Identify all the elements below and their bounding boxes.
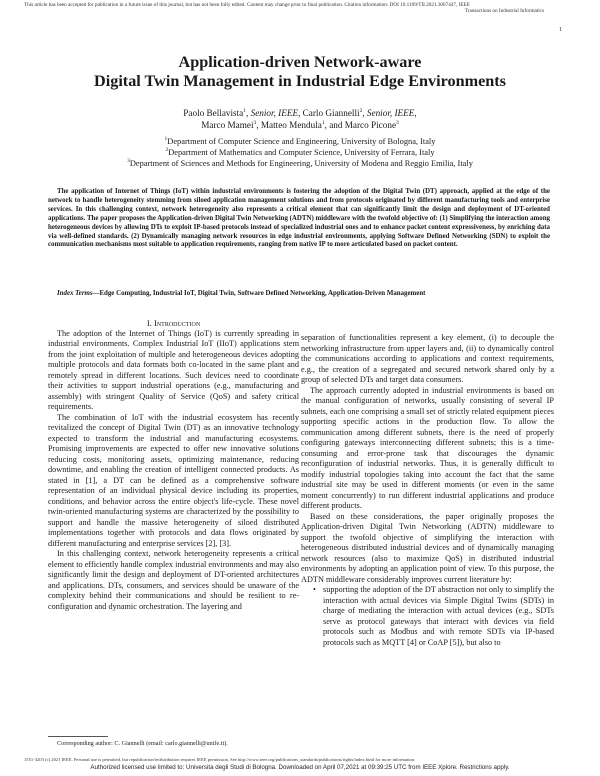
section-heading: I. Introduction xyxy=(146,318,201,328)
affiliation-line xyxy=(40,136,560,147)
license-notice: Authorized licensed use limited to: Universita degli Studi di Bologna. Downloaded on April 07,2021 at 09:39:25 UTC from IEEE Xplore. Restrictions apply. xyxy=(90,764,510,771)
paragraph: The approach currently adopted in industrial environments is based on the manual configuration of networks, usually consisting of several IP subnets, each one comprising a small set of strictly related equipment pieces supporting specific actions in the production flow. To allow the communication among different subnets, there is the need of properly configuring gateways interconnecting different subnets; this is a time-consuming and error-prone task that discourages the dynamic reconfiguration of industrial networks. Thus, it is generally difficult to modify industrial topologies taking into account the fact that the same industrial site may be used in different moments (or even in the same moment concurrently) to run different industrial applications and produce different products. xyxy=(301,385,554,511)
author-affil-mark: 1 xyxy=(243,107,247,114)
title-line-2: Digital Twin Management in Industrial Edge Environments xyxy=(94,71,506,90)
author-name: Paolo Bellavista xyxy=(183,108,244,118)
paper-title xyxy=(40,53,560,90)
affiliation-text: Department of Computer Science and Engineering, University of Bologna, Italy xyxy=(167,137,436,146)
paragraph: The combination of IoT with the industrial ecosystem has recently revitalized the concept of Digital Twin (DT) as an innovative technology expected to transform the industrial and manufacturing ecosystems. Promising improvements are expected to offer new innovative solutions reducing costs, monitoring assets, optimizing maintenance, reducing downtime, and enabling the creation of intelligent connected products. As stated in [1], a DT can be defined as a comprehensive software representation of an individual physical device including its properties, conditions, and behavior across the entire object's life-cycle. These novel twin-oriented manufacturing systems are characterized by the possibility to support and handle the massive heterogeneity of siloed distributed implementations together with protocols and data flows originated by different manufacturing and enterprise services [2], [3]. xyxy=(48,412,299,548)
author-name: , and Marco Picone xyxy=(324,120,397,130)
journal-notice-line2: Transactions on Industrial Informatics xyxy=(464,8,544,15)
footnote: Corresponding author: C. Giannelli (email: carlo.giannelli@unife.it). xyxy=(57,740,228,747)
author-name: Marco Mamei xyxy=(201,120,254,130)
author-list xyxy=(40,107,560,131)
paragraph: The adoption of the Internet of Things (IoT) is currently spreading in industrial environments. Complex Industrial IoT (IIoT) applications stem from the joint exploitation of multiple and heterogeneous devices adopting multiple protocols and data formats both co-located in the same plant and remotely spread in different locations. Such devices need to coordinate their activities to support industrial operations (e.g., manufacturing and assembly) with stringent Quality of Service (QoS) and safety critical requirements. xyxy=(48,328,299,412)
affiliation-text: Department of Sciences and Methods for Engineering, University of Modena and Reggio Emilia, Italy xyxy=(129,159,473,168)
title-line-1: Application-driven Network-aware xyxy=(178,53,422,71)
author-grade: , Senior, IEEE, xyxy=(246,108,301,118)
paragraph: In this challenging context, network heterogeneity represents a critical element to efficiently handle complex industrial environments and may also significantly limit the design and deployment of DT-oriented architectures and applications. DTs, consumers, and services should be unaware of the complexity behind their communications and should be resilient to re-configuration and dynamic orchestration. The layering and xyxy=(48,549,299,611)
journal-notice xyxy=(24,2,544,15)
affil-mark: 3 xyxy=(127,158,130,165)
affiliations xyxy=(40,136,560,169)
author-line-1 xyxy=(40,107,560,119)
affiliation-line xyxy=(40,147,560,158)
footnote-divider xyxy=(48,736,108,737)
author-name: Carlo Giannelli xyxy=(302,108,360,118)
contribution-list xyxy=(301,585,554,648)
author-line-2 xyxy=(40,119,560,131)
copyright-notice: 1551-3203 (c) 2021 IEEE. Personal use is permitted, but republication/redistribution requires IEEE permission. See http://www.ieee.org/publications_standards/publications/rights/index.html for more information. xyxy=(24,757,416,762)
affiliation-text: Department of Mathematics and Computer Science, University of Ferrara, Italy xyxy=(168,148,435,157)
affil-mark: 2 xyxy=(165,147,169,154)
author-affil-mark: 3 xyxy=(253,119,257,126)
affil-mark: 1 xyxy=(164,136,168,143)
index-terms-label: Index Terms xyxy=(57,290,93,297)
left-column xyxy=(48,318,299,612)
journal-notice-line1: This article has been accepted for publication in a future issue of this journal, but has not been fully edited. Content may change prior to final publication. Citation information: DOI 10.1109/TII.2021.3067447, IEEE xyxy=(24,2,470,8)
author-affil-mark: 1 xyxy=(321,119,325,126)
index-terms-text: —Edge Computing, Industrial IoT, Digital Twin, Software Defined Networking, Application-Driven Management xyxy=(92,290,426,297)
page-number: 1 xyxy=(558,26,562,33)
affiliation-line xyxy=(40,158,560,169)
index-terms xyxy=(48,289,550,298)
author-name: , Matteo Mendula xyxy=(256,120,322,130)
right-column xyxy=(301,333,554,648)
author-grade: , Senior, IEEE, xyxy=(362,108,417,118)
author-affil-mark: 2 xyxy=(359,107,363,114)
abstract: The application of Internet of Things (IoT) within industrial environments is fostering the adoption of the Digital Twin (DT) approach, applied at the edge of the network to handle heterogeneity stemming from siloed application management solutions and from protocols originated by different manufacturing tools and enterprise services. In this challenging context, network heterogeneity also represents a critical element that can significantly limit the design and deployment of DT-oriented applications. The paper proposes the Application-driven Digital Twin Networking (ADTN) middleware with the twofold objective of: (1) Simplifying the interaction among heterogeneous devices by allowing DTs to exploit IP-based protocols instead of specialized industrial ones and to enhance packet content expressiveness, by enriching data via well-defined standards. (2) Dynamically managing network resources in edge industrial environments, applying Software Defined Networking (SDN) to exploit the communication mechanisms most suitable to application requirements, ranging from native IP to more articulated based on packet content. xyxy=(48,188,550,249)
author-affil-mark: 3 xyxy=(396,119,399,126)
paragraph: separation of functionalities represent a key element, (i) to decouple the networking infrastructure from upper layers and, (ii) to dynamically control the communications according to applications and context requirements, e.g., the creation of a segregated and secured network shared only by a group of selected DTs and target data consumers. xyxy=(301,333,554,385)
paragraph: Based on these considerations, the paper originally proposes the Application-driven Digital Twin Networking (ADTN) middleware to support the twofold objective of simplifying the interaction with heterogeneous distributed industrial devices and of dynamically managing network resources (also to maximize QoS) in distributed industrial environments by adopting an application point of view. To this purpose, the ADTN middleware considerably improves current literature by: xyxy=(301,511,554,584)
list-item: • supporting the adoption of the DT abstraction not only to simplify the interaction with actual devices via Simple Digital Twins (SDTs) in charge of mediating the interaction with actual devices (e.g., SDTs serve as protocol gateways that interact with devices via field protocols such as Modbus and with remote SDTs via IP-based protocols such as MQTT [4] or CoAP [5]), but also to xyxy=(323,585,554,648)
